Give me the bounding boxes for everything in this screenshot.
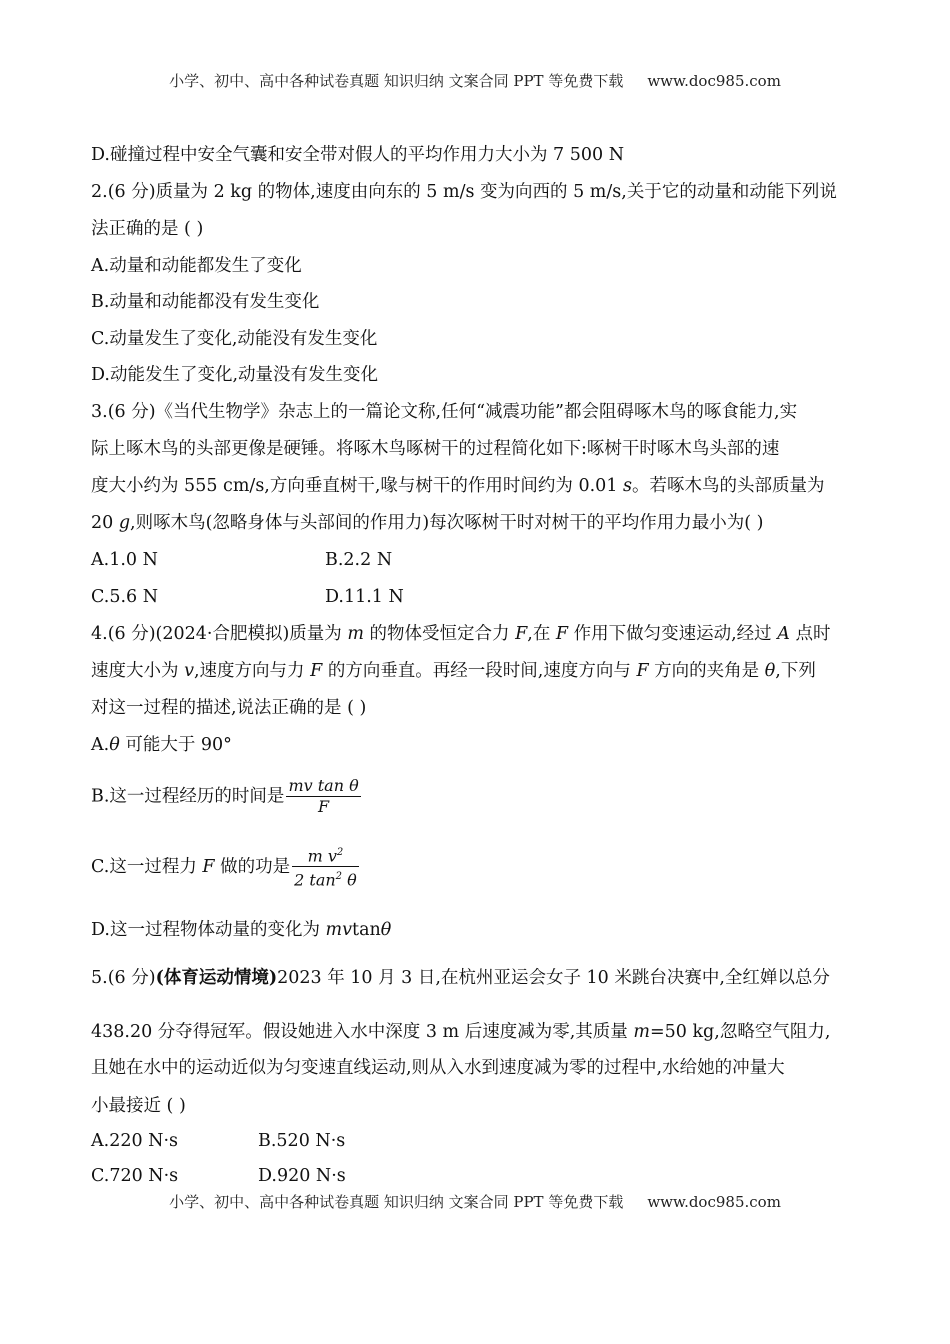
q4-var-f: F	[636, 661, 649, 681]
q4-var-theta: θ	[109, 735, 120, 755]
q4-var-a: A	[777, 624, 790, 644]
q5-option-a: A.220 N·s	[91, 1131, 179, 1151]
q4-var-theta: θ	[764, 661, 776, 681]
q4-var-f: F	[515, 624, 528, 644]
q4-var-f: F	[310, 661, 323, 681]
q4-c-den-sup: 2	[335, 871, 343, 883]
q3-stem-line4	[91, 511, 763, 535]
q3-option-c: C.5.6 N	[91, 587, 159, 607]
q5-option-c: C.720 N·s	[91, 1166, 179, 1186]
q4-c-den-text: 2 tan	[294, 870, 336, 890]
q4-c-num-sup: 2	[336, 847, 344, 858]
q4-text: ,速度方向与力	[193, 661, 311, 681]
q5-text: =50 kg,忽略空气阻力,	[649, 1022, 831, 1042]
q4-b-text: B.这一过程经历的时间是	[91, 786, 285, 807]
q2-option-a: A.动量和动能都发生了变化	[91, 256, 302, 276]
q4-c-num-text: m v	[307, 846, 337, 866]
q4-var-mv: mv	[325, 920, 353, 940]
q4-c-den-theta: θ	[342, 870, 357, 890]
page-header	[0, 70, 950, 91]
prev-option-d: D.碰撞过程中安全气囊和安全带对假人的平均作用力大小为 7 500 N	[91, 145, 625, 165]
q5-stem-line3: 且她在水中的运动近似为匀变速直线运动,则从入水到速度减为零的过程中,水给她的冲量大	[91, 1058, 785, 1078]
q4-text: 速度大小为	[91, 661, 185, 681]
q4-var-f: F	[202, 856, 215, 877]
q4-c-denominator	[292, 867, 359, 890]
q2-option-d: D.动能发生了变化,动量没有发生变化	[91, 365, 379, 385]
q4-c-text: C.这一过程力	[91, 856, 203, 877]
q4-text: 方向的夹角是	[648, 661, 765, 681]
q4-b-denominator: F	[318, 797, 330, 816]
q5-option-b: B.520 N·s	[258, 1131, 346, 1151]
q4-var-v: v	[184, 661, 194, 681]
q4-text: 点时	[789, 624, 831, 644]
q2-stem-line2: 法正确的是 ( )	[91, 219, 204, 239]
q5-text: 2023 年 10 月 3 日,在杭州亚运会女子 10 米跳台决赛中,全红婵以总分	[277, 968, 830, 988]
q4-stem-line2	[91, 659, 816, 683]
q5-context-tag: (体育运动情境)	[155, 968, 278, 988]
q4-var-m: m	[347, 624, 364, 644]
q2-option-c: C.动量发生了变化,动能没有发生变化	[91, 329, 378, 349]
footer-url[interactable]: www.doc985.com	[647, 1193, 781, 1211]
q4-var-f: F	[555, 624, 569, 644]
q5-stem-line4: 小最接近 ( )	[91, 1096, 186, 1116]
q4-option-b	[91, 774, 361, 819]
q4-text: ,在	[527, 624, 556, 644]
q4-text: 的方向垂直。再经一段时间,速度方向与	[322, 661, 637, 681]
q4-text: 作用下做匀变速运动,经过	[568, 624, 778, 644]
q4-text: 的物体受恒定合力	[363, 624, 516, 644]
q4-stem-line1	[91, 622, 830, 646]
page-footer	[0, 1191, 950, 1212]
q3-option-a: A.1.0 N	[91, 550, 158, 570]
q4-d-text: D.这一过程物体动量的变化为	[91, 920, 326, 940]
q2-option-b: B.动量和动能都没有发生变化	[91, 292, 320, 312]
q3-line4-text: ,则啄木鸟(忽略身体与头部间的作用力)每次啄树干时对树干的平均作用力最小为( )	[130, 513, 764, 533]
q4-b-fraction	[286, 776, 360, 817]
q5-option-d: D.920 N·s	[258, 1166, 346, 1186]
q4-text: 4.(6 分)(2024·合肥模拟)质量为	[91, 624, 348, 644]
q5-label: 5.(6 分)	[91, 968, 156, 988]
q4-c-fraction	[292, 843, 359, 891]
q5-var-m: m	[633, 1022, 650, 1042]
q4-c-text: 做的功是	[214, 856, 291, 877]
q4-d-tan: tan	[352, 920, 381, 940]
q4-var-theta: θ	[380, 920, 392, 940]
footer-text: 小学、初中、高中各种试卷真题 知识归纳 文案合同 PPT 等免费下载	[169, 1193, 624, 1211]
q4-option-d	[91, 918, 391, 942]
header-text: 小学、初中、高中各种试卷真题 知识归纳 文案合同 PPT 等免费下载	[169, 72, 624, 90]
q3-line3-text-end: 。若啄木鸟的头部质量为	[632, 476, 825, 496]
q5-text: 438.20 分夺得冠军。假设她进入水中深度 3 m 后速度减为零,其质量	[91, 1022, 634, 1042]
q4-a-text: 可能大于 90°	[119, 735, 232, 755]
header-url[interactable]: www.doc985.com	[647, 72, 781, 90]
q3-option-b: B.2.2 N	[325, 550, 393, 570]
q4-b-numerator: mv tan θ	[288, 776, 359, 795]
q3-unit-g: g	[118, 513, 131, 533]
q5-stem-line2	[91, 1020, 830, 1044]
q5-stem-line1	[91, 966, 830, 990]
q3-line3-text: 度大小约为 555 cm/s,方向垂直树干,喙与树干的作用时间约为 0.01	[91, 476, 624, 496]
q3-stem-line3	[91, 474, 825, 498]
q4-option-a	[91, 733, 232, 757]
q3-stem-line2: 际上啄木鸟的头部更像是硬锤。将啄木鸟啄树干的过程简化如下:啄树干时啄木鸟头部的速	[91, 439, 780, 459]
q3-option-d: D.11.1 N	[325, 587, 404, 607]
q4-stem-line3: 对这一过程的描述,说法正确的是 ( )	[91, 698, 367, 718]
q2-stem-line1: 2.(6 分)质量为 2 kg 的物体,速度由向东的 5 m/s 变为向西的 5 m/s,关于它的动量和动能下列说	[91, 182, 837, 202]
q3-unit-s: s	[623, 476, 632, 496]
q3-stem-line1: 3.(6 分)《当代生物学》杂志上的一篇论文称,任何“减震功能”都会阻碍啄木鸟的啄食能力,实	[91, 402, 798, 422]
q4-option-c	[91, 843, 359, 891]
q4-text: ,下列	[775, 661, 816, 681]
q3-line4-num: 20	[91, 513, 119, 533]
q4-c-numerator	[292, 843, 359, 867]
q4-a-label: A.	[91, 735, 110, 755]
